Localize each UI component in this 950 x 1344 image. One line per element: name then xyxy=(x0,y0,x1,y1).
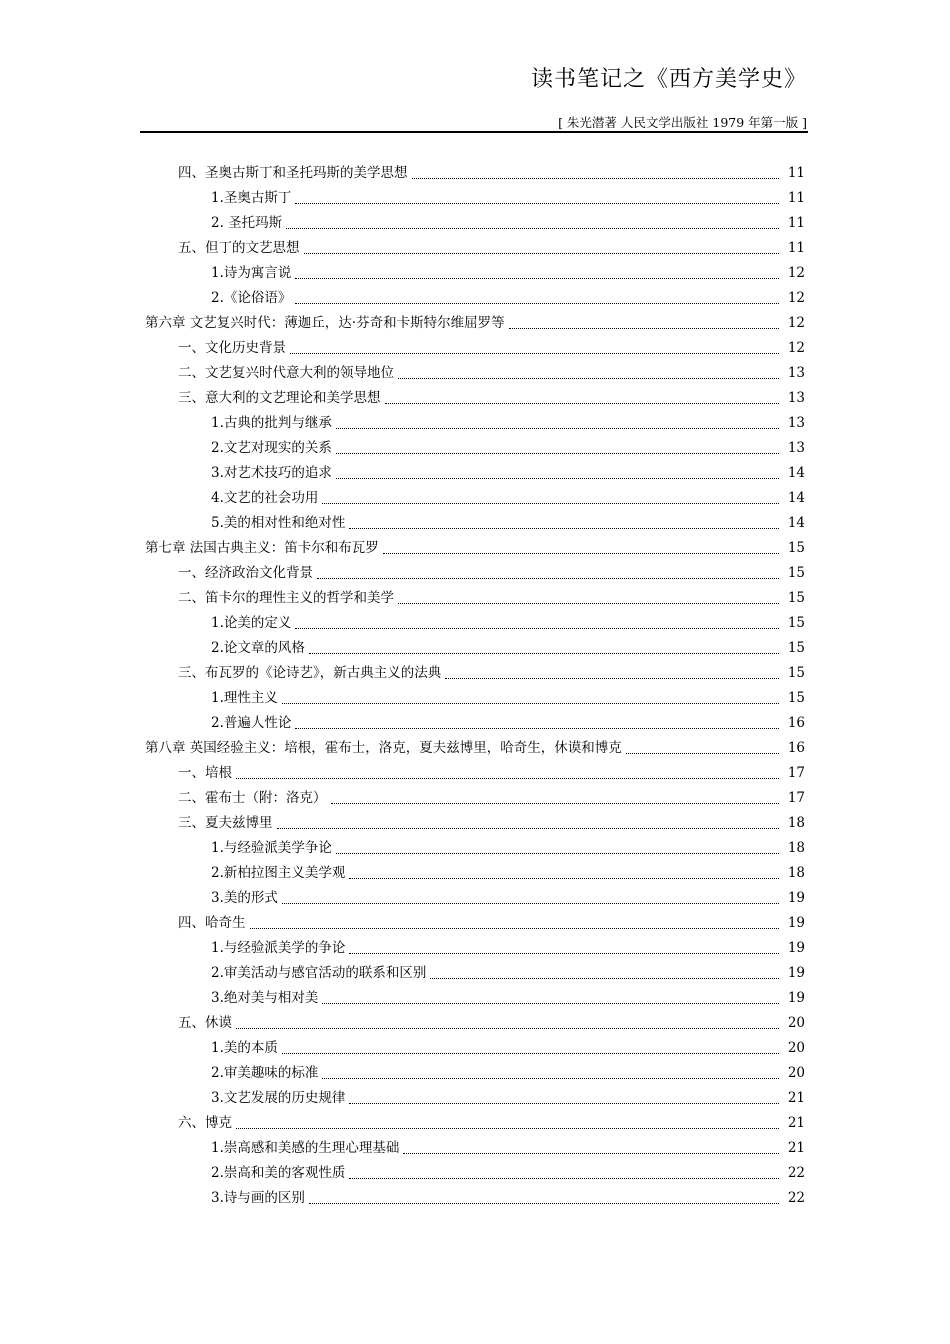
toc-entry-label: 2. 圣托玛斯 xyxy=(211,215,283,231)
toc-page-number: 19 xyxy=(787,940,805,956)
toc-leader-dots xyxy=(336,478,779,479)
toc-leader-dots xyxy=(295,278,779,279)
toc-page-number: 15 xyxy=(787,540,805,556)
toc-entry[interactable] xyxy=(145,611,805,636)
toc-entry[interactable] xyxy=(145,436,805,461)
toc-entry-label: 三、意大利的文艺理论和美学思想 xyxy=(178,390,381,406)
toc-page-number: 20 xyxy=(787,1065,805,1081)
toc-page-number: 11 xyxy=(787,190,805,206)
toc-page-number: 13 xyxy=(787,440,805,456)
toc-entry-label: 二、文艺复兴时代意大利的领导地位 xyxy=(178,365,394,381)
toc-page-number: 20 xyxy=(787,1040,805,1056)
toc-entry[interactable] xyxy=(145,561,805,586)
toc-leader-dots xyxy=(309,653,779,654)
toc-entry[interactable] xyxy=(145,211,805,236)
toc-entry-label: 一、培根 xyxy=(178,765,232,781)
toc-entry-label: 1.圣奥古斯丁 xyxy=(211,190,292,206)
toc-leader-dots xyxy=(349,1103,779,1104)
toc-leader-dots xyxy=(322,1003,779,1004)
header-divider xyxy=(140,131,808,133)
toc-page-number: 18 xyxy=(787,865,805,881)
toc-page-number: 12 xyxy=(787,290,805,306)
toc-leader-dots xyxy=(277,828,780,829)
toc-leader-dots xyxy=(295,203,779,204)
toc-page-number: 15 xyxy=(787,690,805,706)
toc-page-number: 13 xyxy=(787,415,805,431)
toc-entry-label: 2.论文章的风格 xyxy=(211,640,305,656)
toc-page-number: 13 xyxy=(787,365,805,381)
toc-entry[interactable] xyxy=(145,386,805,411)
toc-leader-dots xyxy=(349,1178,779,1179)
toc-entry[interactable] xyxy=(145,936,805,961)
toc-page-number: 19 xyxy=(787,965,805,981)
toc-leader-dots xyxy=(286,228,779,229)
toc-page-number: 14 xyxy=(787,490,805,506)
toc-page-number: 19 xyxy=(787,890,805,906)
toc-page-number: 19 xyxy=(787,990,805,1006)
toc-leader-dots xyxy=(309,1203,779,1204)
toc-entry[interactable] xyxy=(145,661,805,686)
toc-entry-label: 2.审美趣味的标准 xyxy=(211,1065,319,1081)
toc-page-number: 15 xyxy=(787,615,805,631)
toc-page-number: 12 xyxy=(787,340,805,356)
toc-entry-label: 一、经济政治文化背景 xyxy=(178,565,313,581)
toc-entry[interactable] xyxy=(145,911,805,936)
toc-entry[interactable] xyxy=(145,1111,805,1136)
toc-leader-dots xyxy=(290,353,779,354)
toc-entry[interactable] xyxy=(145,836,805,861)
toc-page-number: 18 xyxy=(787,815,805,831)
toc-page-number: 16 xyxy=(787,715,805,731)
toc-entry[interactable] xyxy=(145,1161,805,1186)
toc-leader-dots xyxy=(317,578,779,579)
toc-entry-label: 5.美的相对性和绝对性 xyxy=(211,515,346,531)
toc-leader-dots xyxy=(295,303,779,304)
toc-entry[interactable] xyxy=(145,261,805,286)
toc-entry[interactable] xyxy=(145,236,805,261)
toc-entry-label: 1.理性主义 xyxy=(211,690,278,706)
toc-entry[interactable] xyxy=(145,336,805,361)
toc-leader-dots xyxy=(336,853,779,854)
toc-entry-label: 2.《论俗语》 xyxy=(211,290,292,306)
toc-page-number: 22 xyxy=(787,1165,805,1181)
toc-page-number: 14 xyxy=(787,515,805,531)
toc-entry-label: 2.崇高和美的客观性质 xyxy=(211,1165,346,1181)
toc-leader-dots xyxy=(349,878,779,879)
toc-page-number: 14 xyxy=(787,465,805,481)
toc-entry-label: 1.美的本质 xyxy=(211,1040,278,1056)
toc-entry-label: 2.文艺对现实的关系 xyxy=(211,440,332,456)
toc-entry-label: 四、圣奥古斯丁和圣托玛斯的美学思想 xyxy=(178,165,408,181)
toc-leader-dots xyxy=(282,903,779,904)
toc-page-number: 21 xyxy=(787,1140,805,1156)
toc-leader-dots xyxy=(383,553,779,554)
toc-leader-dots xyxy=(398,603,779,604)
toc-entry[interactable] xyxy=(145,886,805,911)
toc-entry[interactable] xyxy=(145,736,805,761)
toc-leader-dots xyxy=(430,978,779,979)
toc-entry[interactable] xyxy=(145,1011,805,1036)
toc-entry[interactable] xyxy=(145,486,805,511)
toc-leader-dots xyxy=(322,1078,779,1079)
toc-leader-dots xyxy=(236,778,779,779)
toc-entry-label: 二、笛卡尔的理性主义的哲学和美学 xyxy=(178,590,394,606)
toc-entry-label: 第六章 文艺复兴时代：薄迦丘，达·芬奇和卡斯特尔维屈罗等 xyxy=(145,315,505,331)
toc-entry-label: 第七章 法国古典主义：笛卡尔和布瓦罗 xyxy=(145,540,379,556)
toc-leader-dots xyxy=(304,253,780,254)
toc-entry[interactable] xyxy=(145,361,805,386)
toc-leader-dots xyxy=(336,453,779,454)
toc-leader-dots xyxy=(626,753,779,754)
document-subtitle: [ 朱光潜著 人民文学出版社 1979 年第一版 ] xyxy=(558,115,807,130)
toc-entry-label: 1.与经验派美学争论 xyxy=(211,840,332,856)
toc-entry-label: 3.对艺术技巧的追求 xyxy=(211,465,332,481)
toc-leader-dots xyxy=(403,1153,779,1154)
toc-entry-label: 3.诗与画的区别 xyxy=(211,1190,305,1206)
toc-entry[interactable] xyxy=(145,1036,805,1061)
toc-entry[interactable] xyxy=(145,811,805,836)
toc-leader-dots xyxy=(349,528,779,529)
toc-page-number: 13 xyxy=(787,390,805,406)
toc-leader-dots xyxy=(509,328,779,329)
toc-page-number: 11 xyxy=(787,215,805,231)
toc-entry[interactable] xyxy=(145,511,805,536)
toc-leader-dots xyxy=(385,403,780,404)
document-title: 读书笔记之《西方美学史》 xyxy=(530,67,807,92)
toc-entry[interactable] xyxy=(145,536,805,561)
toc-entry-label: 1.崇高感和美感的生理心理基础 xyxy=(211,1140,400,1156)
toc-entry[interactable] xyxy=(145,461,805,486)
toc-entry-label: 1.古典的批判与继承 xyxy=(211,415,332,431)
toc-leader-dots xyxy=(445,678,779,679)
toc-entry-label: 一、文化历史背景 xyxy=(178,340,286,356)
toc-entry-label: 4.文艺的社会功用 xyxy=(211,490,319,506)
toc-leader-dots xyxy=(412,178,780,179)
toc-page-number: 20 xyxy=(787,1015,805,1031)
toc-entry[interactable] xyxy=(145,311,805,336)
toc-entry-label: 三、布瓦罗的《论诗艺》，新古典主义的法典 xyxy=(178,665,442,681)
toc-entry[interactable] xyxy=(145,1186,805,1211)
toc-page-number: 11 xyxy=(787,240,805,256)
toc-entry-label: 第八章 英国经验主义：培根，霍布士，洛克，夏夫兹博里，哈奇生，休谟和博克 xyxy=(145,740,622,756)
toc-page-number: 15 xyxy=(787,665,805,681)
toc-entry[interactable] xyxy=(145,761,805,786)
toc-leader-dots xyxy=(250,928,780,929)
toc-page-number: 21 xyxy=(787,1115,805,1131)
toc-page-number: 16 xyxy=(787,740,805,756)
toc-page-number: 15 xyxy=(787,565,805,581)
toc-leader-dots xyxy=(398,378,779,379)
toc-entry-label: 五、但丁的文艺思想 xyxy=(178,240,300,256)
toc-entry[interactable] xyxy=(145,161,805,186)
toc-entry-label: 2.审美活动与感官活动的联系和区别 xyxy=(211,965,427,981)
toc-page-number: 11 xyxy=(787,165,805,181)
toc-page-number: 12 xyxy=(787,265,805,281)
table-of-contents xyxy=(145,161,805,1211)
toc-entry-label: 二、霍布士（附：洛克） xyxy=(178,790,327,806)
toc-entry-label: 3.绝对美与相对美 xyxy=(211,990,319,1006)
toc-leader-dots xyxy=(331,803,780,804)
toc-entry[interactable] xyxy=(145,186,805,211)
toc-entry[interactable] xyxy=(145,986,805,1011)
toc-entry[interactable] xyxy=(145,786,805,811)
toc-entry-label: 3.文艺发展的历史规律 xyxy=(211,1090,346,1106)
toc-leader-dots xyxy=(282,703,779,704)
toc-entry[interactable] xyxy=(145,861,805,886)
toc-entry-label: 三、夏夫兹博里 xyxy=(178,815,273,831)
toc-leader-dots xyxy=(336,428,779,429)
toc-leader-dots xyxy=(322,503,779,504)
toc-entry-label: 1.论美的定义 xyxy=(211,615,292,631)
toc-leader-dots xyxy=(236,1028,779,1029)
toc-leader-dots xyxy=(349,953,779,954)
toc-leader-dots xyxy=(295,628,779,629)
toc-entry[interactable] xyxy=(145,636,805,661)
toc-entry-label: 1.诗为寓言说 xyxy=(211,265,292,281)
toc-entry-label: 五、休谟 xyxy=(178,1015,232,1031)
toc-page-number: 18 xyxy=(787,840,805,856)
toc-entry-label: 2.新柏拉图主义美学观 xyxy=(211,865,346,881)
toc-entry-label: 2.普遍人性论 xyxy=(211,715,292,731)
toc-page-number: 21 xyxy=(787,1090,805,1106)
toc-page-number: 15 xyxy=(787,640,805,656)
toc-entry-label: 四、哈奇生 xyxy=(178,915,246,931)
toc-entry[interactable] xyxy=(145,711,805,736)
toc-entry[interactable] xyxy=(145,1086,805,1111)
toc-entry-label: 六、博克 xyxy=(178,1115,232,1131)
toc-entry[interactable] xyxy=(145,411,805,436)
toc-entry[interactable] xyxy=(145,1136,805,1161)
toc-entry[interactable] xyxy=(145,961,805,986)
toc-leader-dots xyxy=(282,1053,779,1054)
toc-page-number: 17 xyxy=(787,790,805,806)
toc-entry[interactable] xyxy=(145,586,805,611)
toc-page-number: 15 xyxy=(787,590,805,606)
toc-entry-label: 3.美的形式 xyxy=(211,890,278,906)
toc-page-number: 19 xyxy=(787,915,805,931)
toc-page-number: 17 xyxy=(787,765,805,781)
toc-leader-dots xyxy=(236,1128,779,1129)
toc-entry[interactable] xyxy=(145,286,805,311)
toc-page-number: 22 xyxy=(787,1190,805,1206)
toc-entry[interactable] xyxy=(145,686,805,711)
toc-page-number: 12 xyxy=(787,315,805,331)
toc-entry[interactable] xyxy=(145,1061,805,1086)
toc-entry-label: 1.与经验派美学的争论 xyxy=(211,940,346,956)
toc-leader-dots xyxy=(295,728,779,729)
